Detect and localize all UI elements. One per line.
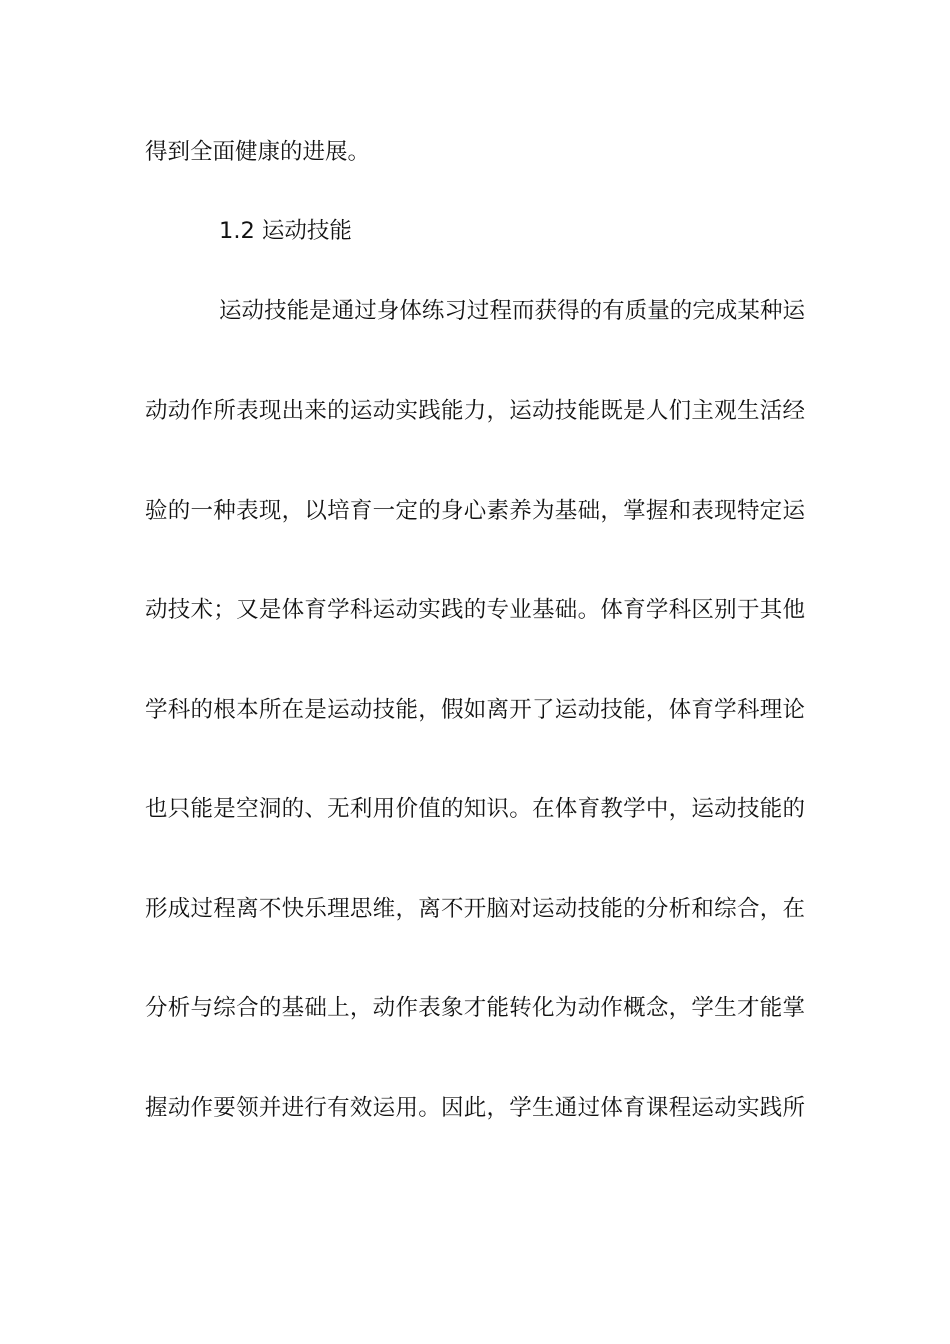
- paragraph-line: 验的一种表现，以培育一定的身心素养为基础，掌握和表现特定运: [145, 498, 805, 524]
- paragraph-line: 形成过程离不快乐理思维，离不开脑对运动技能的分析和综合，在: [145, 896, 805, 922]
- paragraph-line: 运动技能是通过身体练习过程而获得的有质量的完成某种运: [219, 298, 805, 324]
- continuation-line: 得到全面健康的进展。: [145, 139, 371, 165]
- paragraph-line: 也只能是空洞的、无利用价值的知识。在体育教学中，运动技能的: [145, 796, 805, 822]
- paragraph-line: 学科的根本所在是运动技能，假如离开了运动技能，体育学科理论: [145, 697, 805, 723]
- paragraph-line: 分析与综合的基础上，动作表象才能转化为动作概念，学生才能掌: [145, 995, 805, 1021]
- paragraph-line: 动技术；又是体育学科运动实践的专业基础。体育学科区别于其他: [145, 597, 805, 623]
- section-heading: 1.2 运动技能: [219, 218, 352, 244]
- paragraph-line: 握动作要领并进行有效运用。因此，学生通过体育课程运动实践所: [145, 1095, 805, 1121]
- paragraph-line: 动动作所表现出来的运动实践能力，运动技能既是人们主观生活经: [145, 398, 805, 424]
